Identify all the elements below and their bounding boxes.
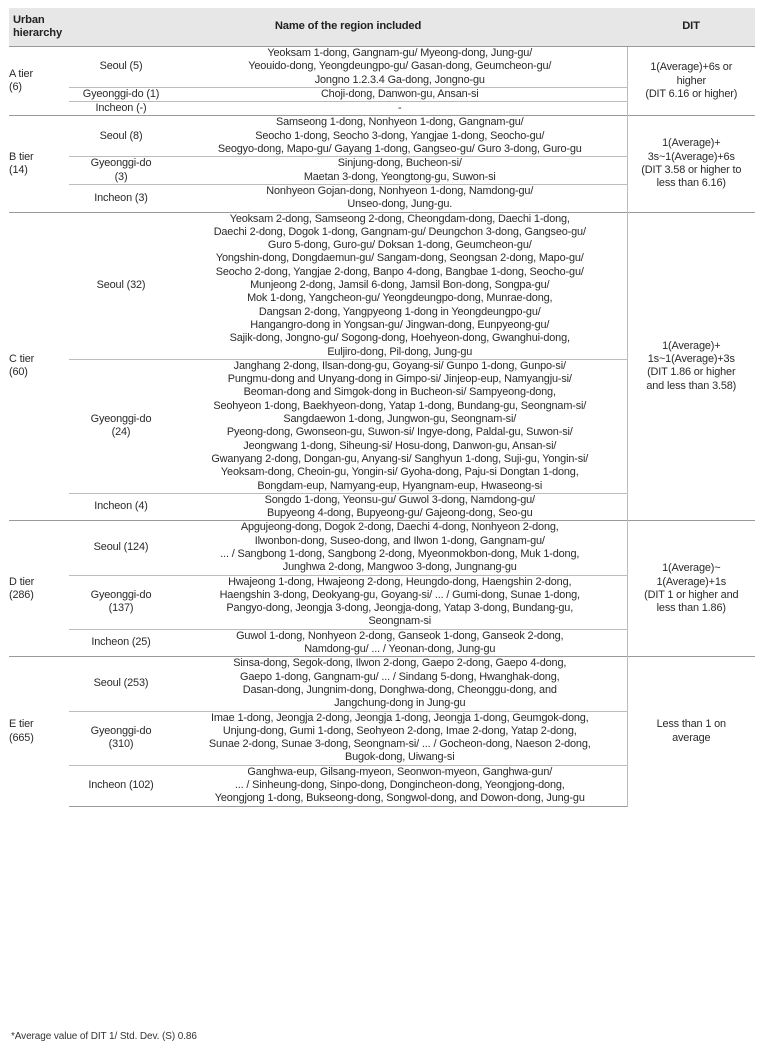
- table-row: [9, 212, 755, 359]
- region-name-line: Hwajeong 1-dong, Hwajeong 2-dong, Heungdo-dong, Haengshin 2-dong,: [228, 575, 572, 588]
- region-name-line: Samseong 1-dong, Nonhyeon 1-dong, Gangnam-gu/: [275, 116, 524, 129]
- header-region-names: Name of the region included: [69, 8, 627, 47]
- region-name-line: Sunae 2-dong, Sunae 3-dong, Seongnam-si/ ... / Gocheon-dong, Naeson 2-dong,: [208, 738, 591, 751]
- region-name-line: Haengshin 3-dong, Deokyang-gu, Goyang-si/ ... / Gumi-dong, Sunae 1-dong,: [219, 588, 580, 601]
- region-name-line: Seogyo-dong, Mapo-gu/ Gayang 1-dong, Gangseo-gu/ Guro 3-dong, Guro-gu: [217, 143, 582, 156]
- tier-label: C tier (60): [9, 212, 69, 521]
- region-name-line: Seocho 2-dong, Yangjae 2-dong, Banpo 4-dong, Bangbae 1-dong, Seocho-gu/: [215, 265, 584, 278]
- table-row: [9, 47, 755, 88]
- region-names: [173, 87, 627, 101]
- region-names: [173, 521, 627, 575]
- footnote: *Average value of DIT 1/ Std. Dev. (S) 0.86: [11, 1031, 197, 1042]
- region-names: [173, 157, 627, 185]
- region-name-line: Jongno 1.2.3.4 Ga-dong, Jongno-gu: [314, 73, 485, 86]
- region-name-line: Janghang 2-dong, Ilsan-dong-gu, Goyang-si/ Gunpo 1-dong, Gunpo-si/: [233, 359, 566, 372]
- region-name-line: Yeongjong 1-dong, Bukseong-dong, Songwol-dong, and Dowon-dong, Jung-gu: [214, 792, 585, 805]
- region-name-line: Gwanyang 2-dong, Dongan-gu, Anyang-si/ Sanghyun 1-dong, Suji-gu, Yongin-si/: [211, 452, 589, 465]
- urban-hierarchy-table: [9, 8, 755, 807]
- region-name-line: Guwol 1-dong, Nonhyeon 2-dong, Ganseok 1-dong, Ganseok 2-dong,: [236, 629, 564, 642]
- region-name-line: Munjeong 2-dong, Jamsil 6-dong, Jamsil Bon-dong, Songpa-gu/: [250, 279, 550, 292]
- region-label: Seoul (5): [69, 47, 173, 88]
- region-name-line: Yeoksam 1-dong, Gangnam-gu/ Myeong-dong, Jung-gu/: [267, 47, 533, 59]
- region-names: [173, 102, 627, 116]
- region-names: [173, 765, 627, 806]
- region-name-line: Seongnam-si: [368, 615, 432, 628]
- region-names: [173, 212, 627, 359]
- tier-label: D tier (286): [9, 521, 69, 657]
- region-name-line: Jeongwang 1-dong, Siheung-si/ Hosu-dong, Danwon-gu, Ansan-si/: [243, 439, 557, 452]
- region-names: [173, 116, 627, 157]
- region-name-line: -: [398, 102, 402, 115]
- header-urban-hierarchy: Urban hierarchy: [9, 8, 69, 47]
- tier-label: E tier (665): [9, 657, 69, 806]
- region-name-line: Pungmu-dong and Unyang-dong in Gimpo-si/ Jinjeop-eup, Namyangju-si/: [227, 373, 572, 386]
- region-label: Incheon (25): [69, 629, 173, 657]
- region-name-line: Guro 5-dong, Guro-gu/ Doksan 1-dong, Geumcheon-gu/: [267, 239, 532, 252]
- region-name-line: Imae 1-dong, Jeongja 2-dong, Jeongja 1-dong, Jeongja 1-dong, Geumgok-dong,: [210, 711, 589, 724]
- region-name-line: Yongshin-dong, Dongdaemun-gu/ Sangam-dong, Seongsan 2-dong, Mapo-gu/: [215, 252, 584, 265]
- region-name-line: ... / Sangbong 1-dong, Sangbong 2-dong, Myeonmokbon-dong, Muk 1-dong,: [220, 547, 580, 560]
- region-label: Gyeonggi-do (24): [69, 359, 173, 493]
- region-name-line: Sajik-dong, Jongno-gu/ Sogong-dong, Hoehyeon-dong, Gwanghui-dong,: [229, 332, 570, 345]
- region-names: [173, 575, 627, 629]
- region-label: Seoul (32): [69, 212, 173, 359]
- table-row: [9, 116, 755, 157]
- region-label: Incheon (4): [69, 493, 173, 521]
- region-name-line: Unjung-dong, Gumi 1-dong, Seohyeon 2-dong, Imae 2-dong, Yatap 2-dong,: [222, 724, 577, 737]
- region-name-line: ... / Sinheung-dong, Sinpo-dong, Dongincheon-dong, Yeongjong-dong,: [234, 779, 565, 792]
- dit-range: 1(Average)+ 1s~1(Average)+3s (DIT 1.86 or higher and less than 3.58): [627, 212, 755, 521]
- region-name-line: Sinsa-dong, Segok-dong, Ilwon 2-dong, Gaepo 2-dong, Gaepo 4-dong,: [233, 657, 567, 670]
- region-label: Gyeonggi-do (310): [69, 711, 173, 765]
- region-name-line: Ganghwa-eup, Gilsang-myeon, Seonwon-myeon, Ganghwa-gun/: [247, 765, 553, 778]
- region-name-line: Yeoksam-dong, Cheoin-gu, Yongin-si/ Gyoha-dong, Paju-si Dongtan 1-dong,: [220, 466, 579, 479]
- region-name-line: Ilwonbon-dong, Suseo-dong, and Ilwon 1-dong, Gangnam-gu/: [254, 534, 545, 547]
- region-name-line: Bupyeong 4-dong, Bupyeong-gu/ Gajeong-dong, Seo-gu: [266, 507, 533, 520]
- region-name-line: Apgujeong-dong, Dogok 2-dong, Daechi 4-dong, Nonhyeon 2-dong,: [240, 521, 559, 534]
- table-row: [9, 521, 755, 575]
- region-label: Gyeonggi-do (1): [69, 87, 173, 101]
- dit-range: 1(Average)+ 3s~1(Average)+6s (DIT 3.58 or higher to less than 6.16): [627, 116, 755, 212]
- region-name-line: Beoman-dong and Simgok-dong in Bucheon-si/ Sampyeong-dong,: [243, 386, 556, 399]
- dit-range: 1(Average)+6s or higher (DIT 6.16 or higher): [627, 47, 755, 116]
- table-row: [9, 657, 755, 711]
- table-body: [9, 47, 755, 807]
- region-names: [173, 359, 627, 493]
- region-label: Incheon (-): [69, 102, 173, 116]
- region-name-line: Yeoksam 2-dong, Samseong 2-dong, Cheongdam-dong, Daechi 1-dong,: [229, 212, 570, 225]
- region-label: Seoul (253): [69, 657, 173, 711]
- region-names: [173, 184, 627, 212]
- region-name-line: Euljiro-dong, Pil-dong, Jung-gu: [327, 345, 473, 358]
- region-name-line: Dasan-dong, Jungnim-dong, Donghwa-dong, Cheonggu-dong, and: [242, 683, 557, 696]
- region-name-line: Hangangro-dong in Yongsan-gu/ Jingwan-dong, Eunpyeong-gu/: [250, 318, 550, 331]
- region-name-line: Nonhyeon Gojan-dong, Nonhyeon 1-dong, Namdong-gu/: [266, 184, 534, 197]
- region-name-line: Bongdam-eup, Namyang-eup, Hyangnam-eup, Hwaseong-si: [257, 479, 543, 492]
- region-names: [173, 657, 627, 711]
- tier-label: A tier (6): [9, 47, 69, 116]
- tier-label: B tier (14): [9, 116, 69, 212]
- region-names: [173, 47, 627, 88]
- region-name-line: Sinjung-dong, Bucheon-si/: [337, 157, 462, 170]
- dit-range: Less than 1 on average: [627, 657, 755, 806]
- region-names: [173, 629, 627, 657]
- region-name-line: Junghwa 2-dong, Mangwoo 3-dong, Jungnang-gu: [282, 561, 517, 574]
- region-name-line: Dangsan 2-dong, Yangpyeong 1-dong in Yeongdeungpo-gu/: [258, 305, 541, 318]
- region-name-line: Mok 1-dong, Yangcheon-gu/ Yeongdeungpo-dong, Munrae-dong,: [247, 292, 553, 305]
- region-name-line: Namdong-gu/ ... / Yeonan-dong, Jung-gu: [304, 643, 496, 656]
- region-label: Incheon (3): [69, 184, 173, 212]
- region-name-line: Maetan 3-dong, Yeongtong-gu, Suwon-si: [303, 170, 496, 183]
- region-names: [173, 493, 627, 521]
- region-name-line: Jangchung-dong in Jung-gu: [334, 697, 466, 710]
- region-name-line: Songdo 1-dong, Yeonsu-gu/ Guwol 3-dong, Namdong-gu/: [264, 493, 535, 506]
- region-names: [173, 711, 627, 765]
- region-name-line: Pangyo-dong, Jeongja 3-dong, Jeongja-dong, Yatap 3-dong, Bundang-gu,: [226, 602, 574, 615]
- region-name-line: Gaepo 1-dong, Gangnam-gu/ ... / Sindang 5-dong, Hwanghak-dong,: [240, 670, 560, 683]
- region-name-line: Bugok-dong, Uiwang-si: [345, 751, 455, 764]
- region-label: Gyeonggi-do (3): [69, 157, 173, 185]
- region-label: Seoul (8): [69, 116, 173, 157]
- dit-range: 1(Average)~ 1(Average)+1s (DIT 1 or higher and less than 1.86): [627, 521, 755, 657]
- region-name-line: Seocho 1-dong, Seocho 3-dong, Yangjae 1-dong, Seocho-gu/: [255, 129, 545, 142]
- region-name-line: Seohyeon 1-dong, Baekhyeon-dong, Yatap 1-dong, Bundang-gu, Seongnam-si/: [213, 399, 587, 412]
- table-header-row: [9, 8, 755, 47]
- region-label: Gyeonggi-do (137): [69, 575, 173, 629]
- region-name-line: Pyeong-dong, Gwonseon-gu, Suwon-si/ Ingye-dong, Paldal-gu, Suwon-si/: [226, 426, 573, 439]
- region-name-line: Unseo-dong, Jung-gu.: [347, 198, 453, 211]
- region-name-line: Daechi 2-dong, Dogok 1-dong, Gangnam-gu/ Deungchon 3-dong, Gangseo-gu/: [213, 225, 586, 238]
- region-name-line: Sangdaewon 1-dong, Jungwon-gu, Seongnam-si/: [283, 413, 517, 426]
- region-name-line: Choji-dong, Danwon-gu, Ansan-si: [320, 87, 479, 100]
- region-label: Incheon (102): [69, 765, 173, 806]
- region-name-line: Yeouido-dong, Yeongdeungpo-gu/ Gasan-dong, Geumcheon-gu/: [248, 60, 552, 73]
- header-dit: DIT: [627, 8, 755, 47]
- region-label: Seoul (124): [69, 521, 173, 575]
